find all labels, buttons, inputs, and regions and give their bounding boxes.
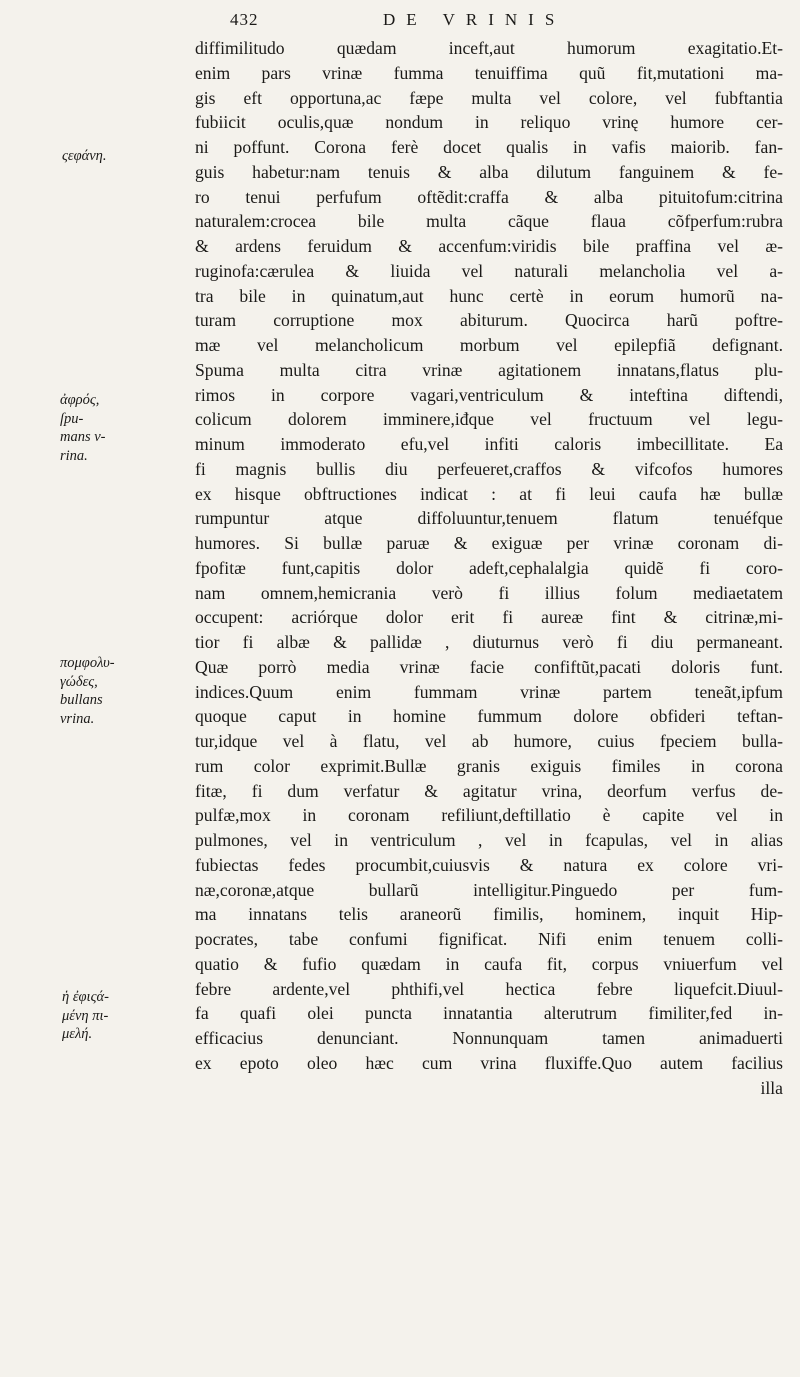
text-line: humores. Si bullæ paruæ & exiguæ per vrinæ coronam di- <box>195 533 783 553</box>
text-line: mæ vel melancholicum morbum vel epilepfiã defignant. <box>195 335 783 355</box>
text-line: ex hisque obftructiones indicat : at fi leui caufa hæ bullæ <box>195 483 783 504</box>
text-line: fubiicit oculis,quæ nondum in reliquo vrinę humore cer- <box>195 112 783 133</box>
text-line: tior fi albæ & pallidæ , diuturnus verò fi diu permaneant. <box>195 632 783 652</box>
text-line: minum immoderato efu,vel infiti caloris imbecillitate. Ea <box>195 434 783 454</box>
text-line: Quæ porrò media vrinæ facie confiftũt,pacati doloris funt. <box>195 656 783 677</box>
margin-note-line: ςεφάνη. <box>62 148 107 164</box>
margin-note-pompholyges <box>60 654 115 728</box>
text-line: & ardens feruidum & accenfum:viridis bile praffina vel æ- <box>195 236 783 256</box>
text-line: rum color exprimit.Bullæ granis exiguis fimiles in corona <box>195 755 783 776</box>
text-line: fitæ, fi dum verfatur & agitatur vrina, deorfum verfus de- <box>195 780 783 801</box>
margin-note-line: ἡ ἐφιςά- <box>62 989 109 1005</box>
text-line: rimos in corpore vagari,ventriculum & inteftina diftendi, <box>195 384 783 405</box>
margin-notes <box>0 0 190 1377</box>
margin-note-stephane <box>62 147 106 166</box>
text-line: ni poffunt. Corona ferè docet qualis in vafis maiorib. fan- <box>195 137 783 157</box>
text-line: guis habetur:nam tenuis & alba dilutum fanguinem & fe- <box>195 161 783 182</box>
margin-note-line: πομφολυ- <box>60 655 115 671</box>
text-line: ma innatans telis araneorũ fimilis, hominem, inquit Hip- <box>195 904 783 925</box>
page-number: 432 <box>230 10 259 29</box>
margin-note-line: rina. <box>60 447 88 464</box>
text-line: tur,idque vel à flatu, vel ab humore, cuius fpeciem bulla- <box>195 731 783 751</box>
text-line: ex epoto oleo hæc cum vrina fluxiffe.Quo autem facilius <box>195 1052 783 1073</box>
text-line: diffimilitudo quædam inceft,aut humorum exagitatio.Et- <box>195 38 783 58</box>
text-line: fa quafi olei puncta innatantia alterutrum fimiliter,fed in- <box>195 1003 783 1024</box>
margin-note-line: vrina. <box>60 710 95 727</box>
margin-note-line: μελή. <box>62 1026 93 1042</box>
text-line: quatio & fufio quædam in caufa fit, corpus vniuerfum vel <box>195 953 783 974</box>
text-line: efficacius denunciant. Nonnunquam tamen animaduerti <box>195 1028 783 1048</box>
margin-note-line: mans v- <box>60 429 106 445</box>
text-line: turam corruptione mox abiturum. Quocirca harũ poftre- <box>195 310 783 331</box>
text-line: fi magnis bullis diu perfeueret,craffos & vifcofos humores <box>195 458 783 479</box>
text-line: ro tenui perfufum oftẽdit:craffa & alba pituitofum:citrina <box>195 186 783 207</box>
text-line: Spuma multa citra vrinæ agitationem innatans,flatus plu- <box>195 359 783 380</box>
margin-note-line: γώδες, <box>60 673 98 690</box>
margin-note-pimele <box>62 988 109 1044</box>
text-line: pulfæ,mox in coronam refiliunt,deftillatio è capite vel in <box>195 805 783 826</box>
text-line: pulmones, vel in ventriculum , vel in fcapulas, vel in alias <box>195 830 783 850</box>
margin-note-line: ἀφρός, <box>60 392 100 408</box>
text-line: fubiectas fedes procumbit,cuiusvis & natura ex colore vri- <box>195 854 783 875</box>
text-line: colicum dolorem imminere,iđque vel fructuum vel legu- <box>195 409 783 430</box>
text-line: indices.Quum enim fummam vrinæ partem teneãt,ipfum <box>195 681 783 702</box>
text-line: gis eft opportuna,ac fæpe multa vel colore, vel fubftantia <box>195 87 783 108</box>
margin-note-aphros <box>60 391 106 465</box>
text-line: febre ardente,vel phthifi,vel hectica febre liquefcit.Diuul- <box>195 978 783 999</box>
text-line: fpofitæ funt,capitis dolor adeft,cephalalgia quidẽ fi coro- <box>195 557 783 578</box>
text-line: rumpuntur atque diffoluuntur,tenuem flatum tenuéfque <box>195 508 783 529</box>
catchword: illa <box>760 1077 783 1098</box>
margin-note-line: ſpu- <box>60 410 84 427</box>
text-line: tra bile in quinatum,aut hunc certè in eorum humorũ na- <box>195 285 783 306</box>
text-line: næ,coronæ,atque bullarũ intelligitur.Pinguedo per fum- <box>195 879 783 900</box>
page-header <box>230 6 790 36</box>
body-text <box>195 36 783 1100</box>
text-line: nam omnem,hemicrania verò fi illius folum mediaetatem <box>195 582 783 603</box>
margin-note-line: bullans <box>60 692 103 708</box>
text-line: quoque caput in homine fummum dolore obfideri teftan- <box>195 706 783 727</box>
running-title: DE VRINIS <box>383 10 566 29</box>
margin-note-line: μένη πι- <box>62 1007 109 1024</box>
text-line: enim pars vrinæ fumma tenuiffima quũ fit,mutationi ma- <box>195 62 783 83</box>
text-line: naturalem:crocea bile multa cãque flaua cõfperfum:rubra <box>195 211 783 232</box>
text-line: pocrates, tabe confumi fignificat. Nifi enim tenuem colli- <box>195 929 783 949</box>
text-line: occupent: acriórque dolor erit fi aureæ fint & citrinæ,mi- <box>195 607 783 628</box>
text-line: ruginofa:cærulea & liuida vel naturali melancholia vel a- <box>195 260 783 281</box>
